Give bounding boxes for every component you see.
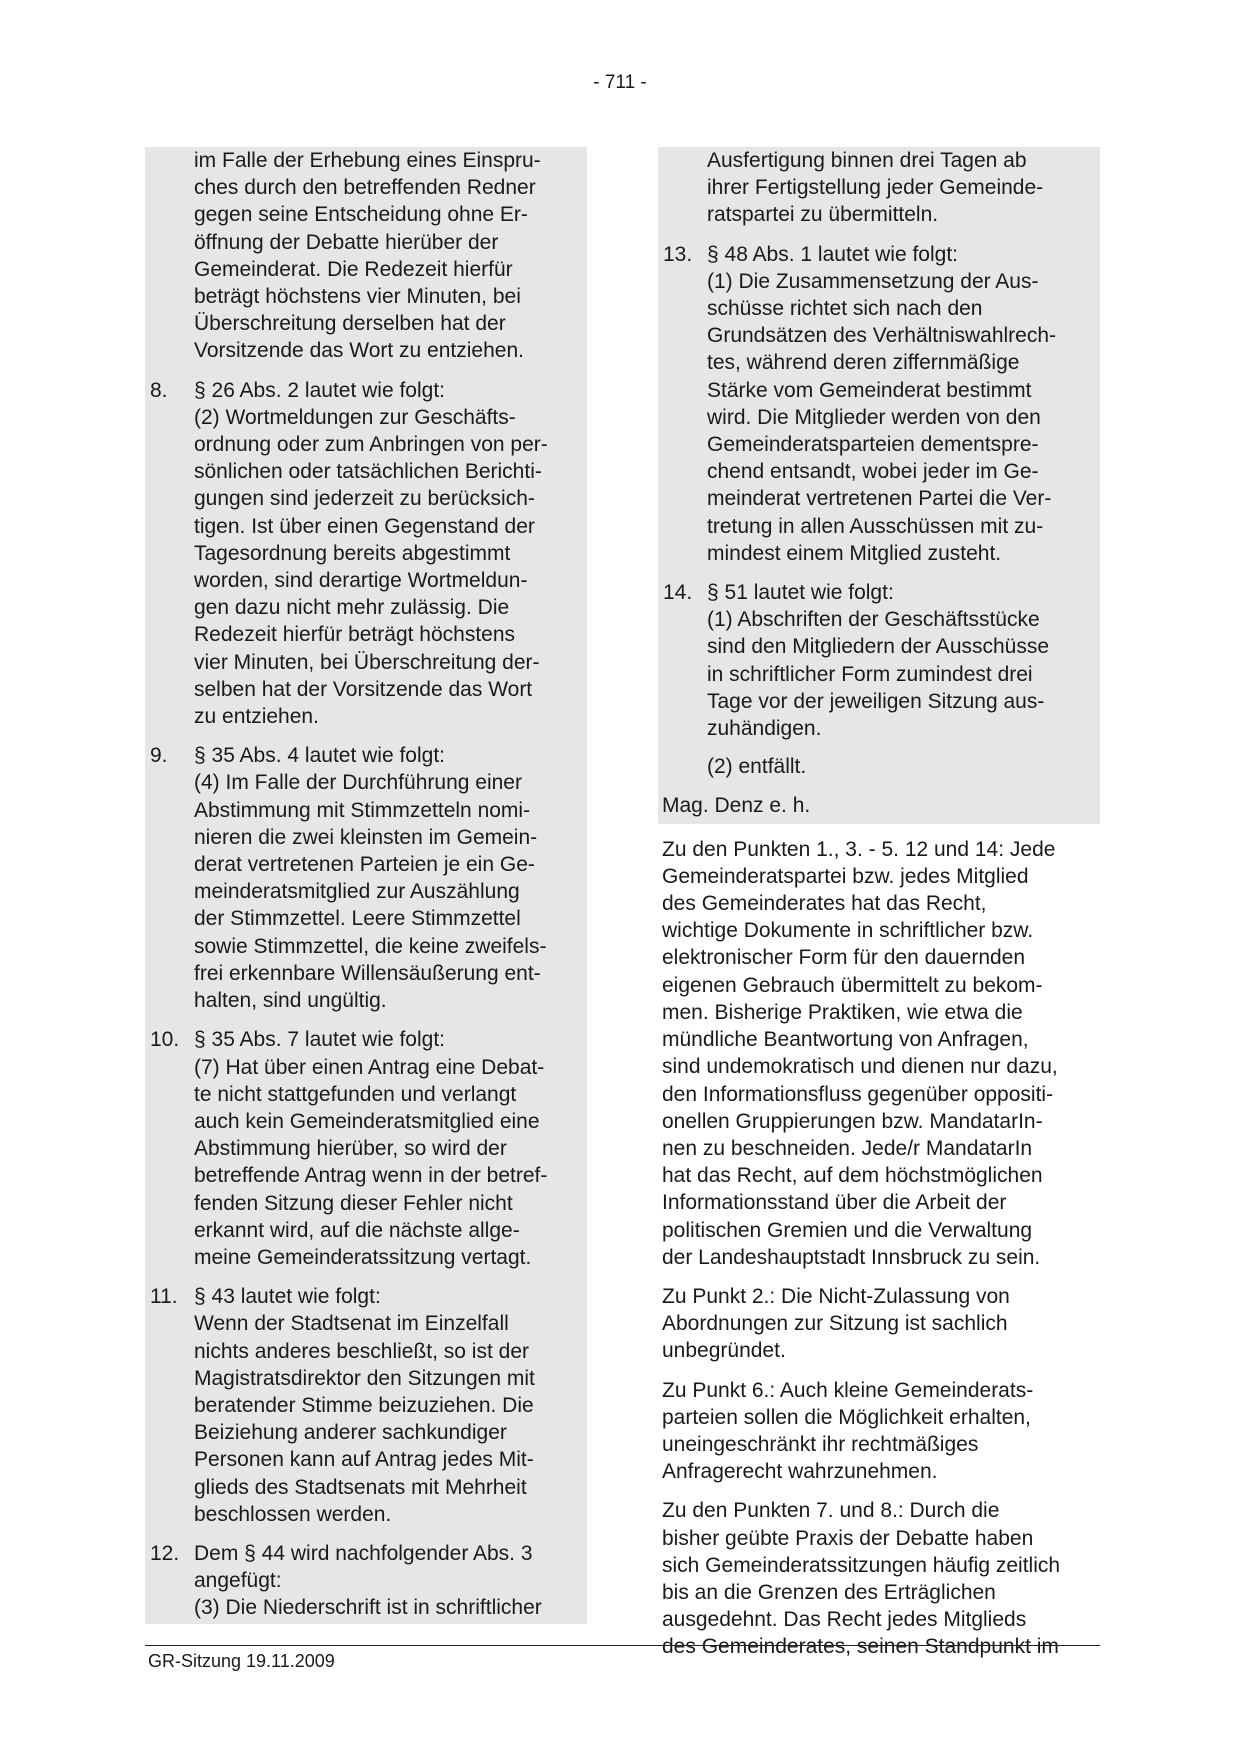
text-line: Redezeit hierfür beträgt höchstens <box>194 623 516 647</box>
signature-name: Mag. Denz e. h. <box>662 794 811 818</box>
text-line: § 43 lautet wie folgt: <box>194 1285 381 1309</box>
text-line: gen dazu nicht mehr zulässig. Die <box>194 596 510 620</box>
list-item-10 <box>145 1026 587 1271</box>
text-line: (1) Abschriften der Geschäftsstücke <box>707 608 1040 632</box>
text-line: nen zu beschneiden. Jede/r MandatarIn <box>662 1136 1033 1160</box>
text-line: § 35 Abs. 4 lautet wie folgt: <box>194 744 445 768</box>
text-line: erkannt wird, auf die nächste allge- <box>194 1218 520 1242</box>
text-line: sind undemokratisch und dienen nur dazu, <box>662 1055 1058 1079</box>
text-line: (3) Die Niederschrift ist in schriftlicher <box>194 1596 542 1620</box>
text-line: meine Gemeinderatssitzung vertagt. <box>194 1245 532 1269</box>
amendment-block-right <box>658 147 1100 824</box>
text-line: vier Minuten, bei Überschreitung der- <box>194 650 540 674</box>
text-line: beträgt höchstens vier Minuten, bei <box>194 285 521 309</box>
text-line: Abstimmung mit Stimmzetteln nomi- <box>194 798 531 822</box>
text-line: § 48 Abs. 1 lautet wie folgt: <box>707 242 958 266</box>
text-line: der Stimmzettel. Leere Stimmzettel <box>194 907 521 931</box>
text-line: Stärke vom Gemeinderat bestimmt <box>707 378 1032 402</box>
text-line: chend entsandt, wobei jeder im Ge- <box>707 460 1039 484</box>
text-line: bis an die Grenzen des Erträglichen <box>662 1580 996 1604</box>
text-line: (2) Wortmeldungen zur Geschäfts- <box>194 405 516 429</box>
text-line: zu entziehen. <box>194 705 319 729</box>
list-item-8 <box>145 377 587 731</box>
continuation-text <box>658 147 1100 229</box>
text-line: politischen Gremien und die Verwaltung <box>662 1218 1033 1242</box>
text-line: wird. Die Mitglieder werden von den <box>707 405 1041 429</box>
text-line: Informationsstand über die Arbeit der <box>662 1191 1007 1215</box>
text-line: gegen seine Entscheidung ohne Er- <box>194 203 528 227</box>
footer-divider <box>145 1645 1100 1646</box>
text-line: Beiziehung anderer sachkundiger <box>194 1421 507 1445</box>
item-number: 9. <box>150 744 168 768</box>
text-line: Zu Punkt 6.: Auch kleine Gemeinderats- <box>662 1378 1034 1402</box>
text-line: Gemeinderatsparteien dementspre- <box>707 433 1039 457</box>
text-line: (4) Im Falle der Durchführung einer <box>194 771 522 795</box>
text-line: (1) Die Zusammensetzung der Aus- <box>707 269 1039 293</box>
text-line: derat vertretenen Parteien je ein Ge- <box>194 853 535 877</box>
text-line: Vorsitzende das Wort zu entziehen. <box>194 339 524 363</box>
page-number: - 711 - <box>593 72 647 93</box>
text-line: des Gemeinderates, seinen Standpunkt im <box>662 1635 1059 1659</box>
list-item-11 <box>145 1283 587 1528</box>
text-line: frei erkennbare Willensäußerung ent- <box>194 961 541 985</box>
text-line: Wenn der Stadtsenat im Einzelfall <box>194 1312 509 1336</box>
right-column <box>658 147 1100 1661</box>
text-line: Personen kann auf Antrag jedes Mit- <box>194 1448 534 1472</box>
text-line: angefügt: <box>194 1569 282 1593</box>
text-line: im Falle der Erhebung eines Einspru- <box>194 149 541 172</box>
text-line: gungen sind jederzeit zu berücksich- <box>194 487 535 511</box>
text-line: beschlossen werden. <box>194 1502 392 1526</box>
text-line: ratspartei zu übermitteln. <box>707 203 939 227</box>
text-line: uneingeschränkt ihr rechtmäßiges <box>662 1432 979 1456</box>
text-line: Ausfertigung binnen drei Tagen ab <box>707 149 1027 172</box>
item-number: 10. <box>150 1028 180 1052</box>
text-line: schüsse richtet sich nach den <box>707 297 983 321</box>
text-line: sind den Mitgliedern der Ausschüsse <box>707 635 1050 659</box>
text-line: tes, während deren ziffernmäßige <box>707 351 1020 375</box>
text-line: § 26 Abs. 2 lautet wie folgt: <box>194 378 445 402</box>
text-line: meinderatsmitglied zur Auszählung <box>194 880 520 904</box>
text-line: wichtige Dokumente in schriftlicher bzw. <box>662 919 1034 943</box>
text-line: Magistratsdirektor den Sitzungen mit <box>194 1366 535 1390</box>
text-line: Abordnungen zur Sitzung ist sachlich <box>662 1312 1008 1336</box>
text-line: in schriftlicher Form zumindest drei <box>707 662 1033 686</box>
text-line: ausgedehnt. Das Recht jedes Mitglieds <box>662 1608 1027 1632</box>
text-line: halten, sind ungültig. <box>194 989 387 1013</box>
text-line: sönlichen oder tatsächlichen Berichti- <box>194 460 542 484</box>
amendment-block-left <box>145 147 587 1624</box>
text-line: betreffende Antrag wenn in der betref- <box>194 1164 548 1188</box>
text-line: Anfragerecht wahrzunehmen. <box>662 1460 938 1484</box>
sub-paragraph: (2) entfällt. <box>707 755 807 779</box>
list-item-12 <box>145 1540 587 1622</box>
text-line: Abstimmung hierüber, so wird der <box>194 1137 507 1161</box>
item-number: 14. <box>663 581 693 605</box>
text-line: elektronischer Form für den dauernden <box>662 946 1026 970</box>
list-item-13 <box>658 241 1100 567</box>
text-line: § 35 Abs. 7 lautet wie folgt: <box>194 1028 445 1052</box>
paragraph <box>662 1377 1096 1486</box>
paragraph <box>662 836 1096 1271</box>
text-line: nichts anderes beschließt, so ist der <box>194 1339 529 1363</box>
text-line: § 51 lautet wie folgt: <box>707 581 894 605</box>
text-line: onellen Gruppierungen bzw. MandatarIn- <box>662 1109 1043 1133</box>
text-line: sich Gemeinderatssitzungen häufig zeitlich <box>662 1553 1061 1577</box>
text-line: Tagesordnung bereits abgestimmt <box>194 541 511 565</box>
continuation-text <box>145 147 587 365</box>
text-line: ches durch den betreffenden Redner <box>194 176 536 200</box>
item-number: 8. <box>150 378 168 402</box>
text-line: eigenen Gebrauch übermittelt zu bekom- <box>662 973 1043 997</box>
text-line: te nicht stattgefunden und verlangt <box>194 1082 517 1106</box>
text-line: zuhändigen. <box>707 717 822 741</box>
text-line: unbegründet. <box>662 1339 786 1363</box>
paragraph <box>662 1283 1096 1365</box>
text-line: parteien sollen die Möglichkeit erhalten, <box>662 1405 1031 1429</box>
list-item-9 <box>145 742 587 1014</box>
text-line: men. Bisherige Praktiken, wie etwa die <box>662 1000 1023 1024</box>
text-line: sowie Stimmzettel, die keine zweifels- <box>194 934 547 958</box>
text-line: Zu den Punkten 1., 3. - 5. 12 und 14: Jede <box>662 837 1056 861</box>
text-line: selben hat der Vorsitzende das Wort <box>194 677 533 701</box>
left-column <box>145 147 587 1624</box>
text-line: worden, sind derartige Wortmeldun- <box>194 569 528 593</box>
justification-text <box>658 836 1100 1661</box>
text-line: hat das Recht, auf dem höchstmöglichen <box>662 1164 1043 1188</box>
text-line: mindest einem Mitglied zusteht. <box>707 541 1002 565</box>
text-line: tretung in allen Ausschüssen mit zu- <box>707 514 1044 538</box>
paragraph <box>662 1497 1096 1660</box>
text-line: Grundsätzen des Verhältniswahlrech- <box>707 324 1057 348</box>
footer-text: GR-Sitzung 19.11.2009 <box>148 1651 335 1671</box>
item-number: 11. <box>150 1285 178 1309</box>
text-line: glieds des Stadtsenats mit Mehrheit <box>194 1475 527 1499</box>
text-line: tigen. Ist über einen Gegenstand der <box>194 514 535 538</box>
text-line: öffnung der Debatte hierüber der <box>194 230 499 254</box>
text-line: der Landeshauptstadt Innsbruck zu sein. <box>662 1245 1041 1269</box>
text-line: des Gemeinderates hat das Recht, <box>662 892 987 916</box>
list-item-14 <box>658 579 1100 780</box>
text-line: meinderat vertretenen Partei die Ver- <box>707 487 1052 511</box>
text-line: den Informationsfluss gegenüber oppositi- <box>662 1082 1054 1106</box>
text-line: mündliche Beantwortung von Anfragen, <box>662 1028 1029 1052</box>
text-line: Gemeinderatspartei bzw. jedes Mitglied <box>662 864 1029 888</box>
text-line: ihrer Fertigstellung jeder Gemeinde- <box>707 176 1044 200</box>
text-line: auch kein Gemeinderatsmitglied eine <box>194 1109 540 1133</box>
text-line: Tage vor der jeweiligen Sitzung aus- <box>707 689 1045 713</box>
text-line: Gemeinderat. Die Redezeit hierfür <box>194 257 513 281</box>
text-line: Überschreitung derselben hat der <box>194 312 506 336</box>
text-line: (7) Hat über einen Antrag eine Debat- <box>194 1055 545 1079</box>
item-number: 13. <box>663 242 693 266</box>
text-line: fenden Sitzung dieser Fehler nicht <box>194 1191 513 1215</box>
text-line: nieren die zwei kleinsten im Gemein- <box>194 825 538 849</box>
text-line: Dem § 44 wird nachfolgender Abs. 3 <box>194 1541 533 1565</box>
text-line: ordnung oder zum Anbringen von per- <box>194 433 548 457</box>
item-number: 12. <box>150 1541 180 1565</box>
text-line: beratender Stimme beizuziehen. Die <box>194 1393 534 1417</box>
text-line: Zu Punkt 2.: Die Nicht-Zulassung von <box>662 1284 1010 1308</box>
text-line: bisher geübte Praxis der Debatte haben <box>662 1526 1034 1550</box>
text-line: Zu den Punkten 7. und 8.: Durch die <box>662 1499 1000 1523</box>
